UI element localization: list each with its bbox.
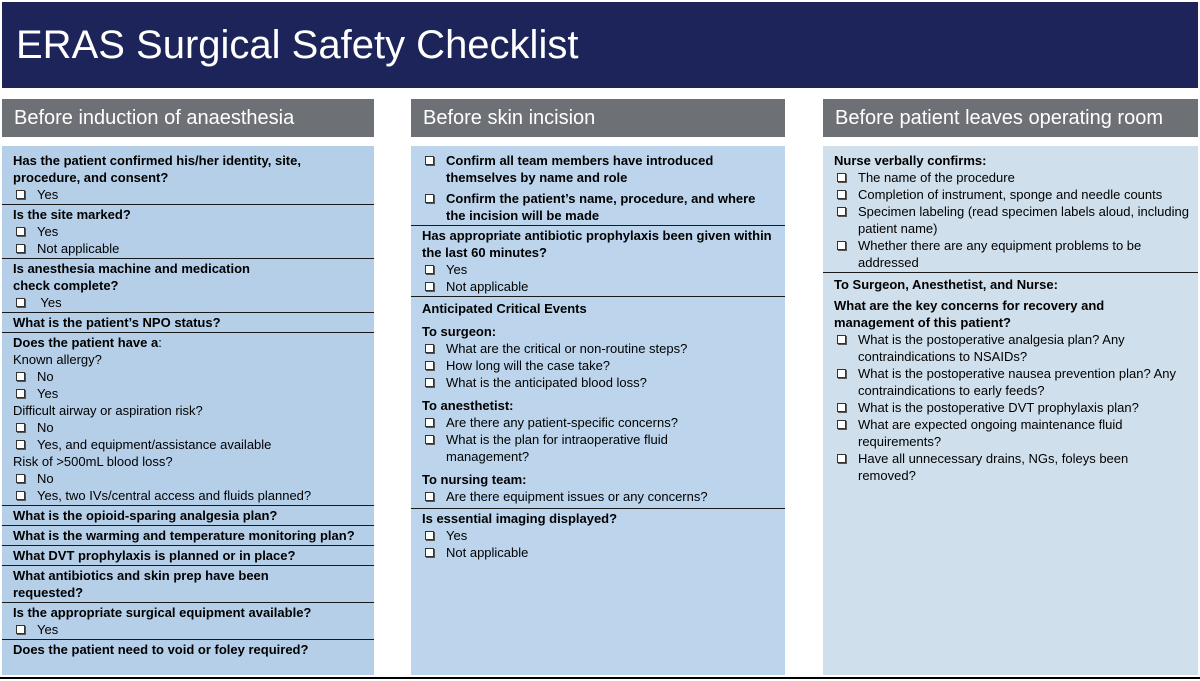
column-before-induction <box>2 99 374 657</box>
question: What is the opioid-sparing analgesia plan? <box>13 508 278 523</box>
question: Is anesthesia machine and medication check complete? <box>13 261 250 293</box>
section-analgesia-plan <box>2 506 374 526</box>
question: What is the patient’s NPO status? <box>13 315 221 330</box>
section-npo-status <box>2 313 374 333</box>
column-header: Before patient leaves operating room <box>823 99 1198 137</box>
checkbox-dvt-plan[interactable]: What is the postoperative DVT prophylaxis plan? <box>834 399 1190 416</box>
question: Is the site marked? <box>13 207 131 222</box>
checkbox-no[interactable]: No <box>13 470 366 487</box>
column-before-leaving-or <box>823 99 1198 483</box>
section-antibiotic-prophylaxis <box>411 226 785 297</box>
section-site-marked <box>2 205 374 259</box>
question: Does the patient have a <box>13 335 159 350</box>
checkbox-not-applicable[interactable]: Not applicable <box>422 278 777 295</box>
checkbox-nausea-plan[interactable]: What is the postoperative nausea prevention plan? Any contraindications to early feeds? <box>834 365 1190 399</box>
to-nursing-label: To nursing team: <box>422 472 527 487</box>
checkbox-not-applicable[interactable]: Not applicable <box>422 544 777 561</box>
question: Has the patient confirmed his/her identity, site, procedure, and consent? <box>13 153 301 185</box>
to-anesthetist-label: To anesthetist: <box>422 398 514 413</box>
page-title: ERAS Surgical Safety Checklist <box>16 23 579 67</box>
checkbox-counts[interactable]: Completion of instrument, sponge and needle counts <box>834 186 1190 203</box>
checkbox-case-duration[interactable]: How long will the case take? <box>422 357 777 374</box>
checkbox-specimen-labeling[interactable]: Specimen labeling (read specimen labels aloud, including patient name) <box>834 203 1190 237</box>
title-bar <box>2 2 1198 88</box>
section-title: Anticipated Critical Events <box>422 301 587 316</box>
checkbox-yes[interactable]: Yes <box>13 223 366 240</box>
question: Has appropriate antibiotic prophylaxis been given within the last 60 minutes? <box>422 228 772 260</box>
column-before-incision <box>411 99 785 560</box>
checkbox-no[interactable]: No <box>13 419 366 436</box>
risk-label-blood-loss: Risk of >500mL blood loss? <box>13 454 173 469</box>
section-warming-plan <box>2 526 374 546</box>
checkbox-procedure-name[interactable]: The name of the procedure <box>834 169 1190 186</box>
checkbox-fluid-plan[interactable]: What is the plan for intraoperative fluid management? <box>422 431 777 465</box>
bottom-divider <box>0 677 1200 679</box>
section-team-concerns <box>823 273 1198 485</box>
section-dvt-prophylaxis <box>2 546 374 566</box>
checkbox-blood-loss[interactable]: What is the anticipated blood loss? <box>422 374 777 391</box>
section-imaging <box>411 509 785 562</box>
checkbox-yes[interactable]: Yes <box>13 186 366 203</box>
checkbox-critical-steps[interactable]: What are the critical or non-routine steps? <box>422 340 777 357</box>
column-header: Before skin incision <box>411 99 785 137</box>
checkbox-yes-ivs[interactable]: Yes, two IVs/central access and fluids planned? <box>13 487 366 504</box>
checkbox-team-introduced[interactable]: Confirm all team members have introduced themselves by name and role <box>422 152 777 186</box>
section-patient-risks <box>2 333 374 506</box>
section-nurse-confirms <box>823 146 1198 273</box>
checkbox-analgesia-plan[interactable]: What is the postoperative analgesia plan? Any contraindications to NSAIDs? <box>834 331 1190 365</box>
checkbox-yes[interactable]: Yes <box>13 385 366 402</box>
question: To Surgeon, Anesthetist, and Nurse: <box>834 277 1058 292</box>
section-anesthesia-machine <box>2 259 374 313</box>
checkbox-yes[interactable]: Yes <box>422 261 777 278</box>
checkbox-yes[interactable]: Yes <box>13 621 366 638</box>
checkbox-patient-confirmed[interactable]: Confirm the patient’s name, procedure, and where the incision will be made <box>422 190 777 224</box>
checkbox-equipment-problems[interactable]: Whether there are any equipment problems to be addressed <box>834 237 1190 271</box>
checkbox-no[interactable]: No <box>13 368 366 385</box>
checkbox-equipment-issues[interactable]: Are there equipment issues or any concerns? <box>422 488 777 505</box>
question: What DVT prophylaxis is planned or in place? <box>13 548 296 563</box>
question: Nurse verbally confirms: <box>834 153 987 168</box>
question: Does the patient need to void or foley required? <box>13 642 309 657</box>
to-surgeon-label: To surgeon: <box>422 324 497 339</box>
checkbox-fluid-requirements[interactable]: What are expected ongoing maintenance fluid requirements? <box>834 416 1190 450</box>
risk-label-airway: Difficult airway or aspiration risk? <box>13 403 203 418</box>
question-colon: : <box>158 335 162 350</box>
section-team-confirm <box>411 146 785 226</box>
checkbox-yes-equipment[interactable]: Yes, and equipment/assistance available <box>13 436 366 453</box>
question: What antibiotics and skin prep have been requested? <box>13 568 269 600</box>
section-surgical-equipment <box>2 603 374 640</box>
question-key-concerns: What are the key concerns for recovery and management of this patient? <box>834 298 1105 330</box>
checkbox-patient-concerns[interactable]: Are there any patient-specific concerns? <box>422 414 777 431</box>
section-void-foley <box>2 640 374 659</box>
column-body <box>823 146 1198 675</box>
column-body <box>2 146 374 675</box>
column-body <box>411 146 785 675</box>
risk-label-allergy: Known allergy? <box>13 352 102 367</box>
checkbox-yes[interactable]: Yes <box>422 527 777 544</box>
column-header: Before induction of anaesthesia <box>2 99 374 137</box>
section-antibiotics <box>2 566 374 603</box>
section-critical-events <box>411 297 785 509</box>
section-identity <box>2 146 374 205</box>
checkbox-not-applicable[interactable]: Not applicable <box>13 240 366 257</box>
checkbox-drains-removed[interactable]: Have all unnecessary drains, NGs, foleys been removed? <box>834 450 1190 484</box>
question: Is essential imaging displayed? <box>422 511 618 526</box>
checkbox-yes[interactable]: Yes <box>13 294 366 311</box>
question: What is the warming and temperature monitoring plan? <box>13 528 355 543</box>
question: Is the appropriate surgical equipment available? <box>13 605 312 620</box>
